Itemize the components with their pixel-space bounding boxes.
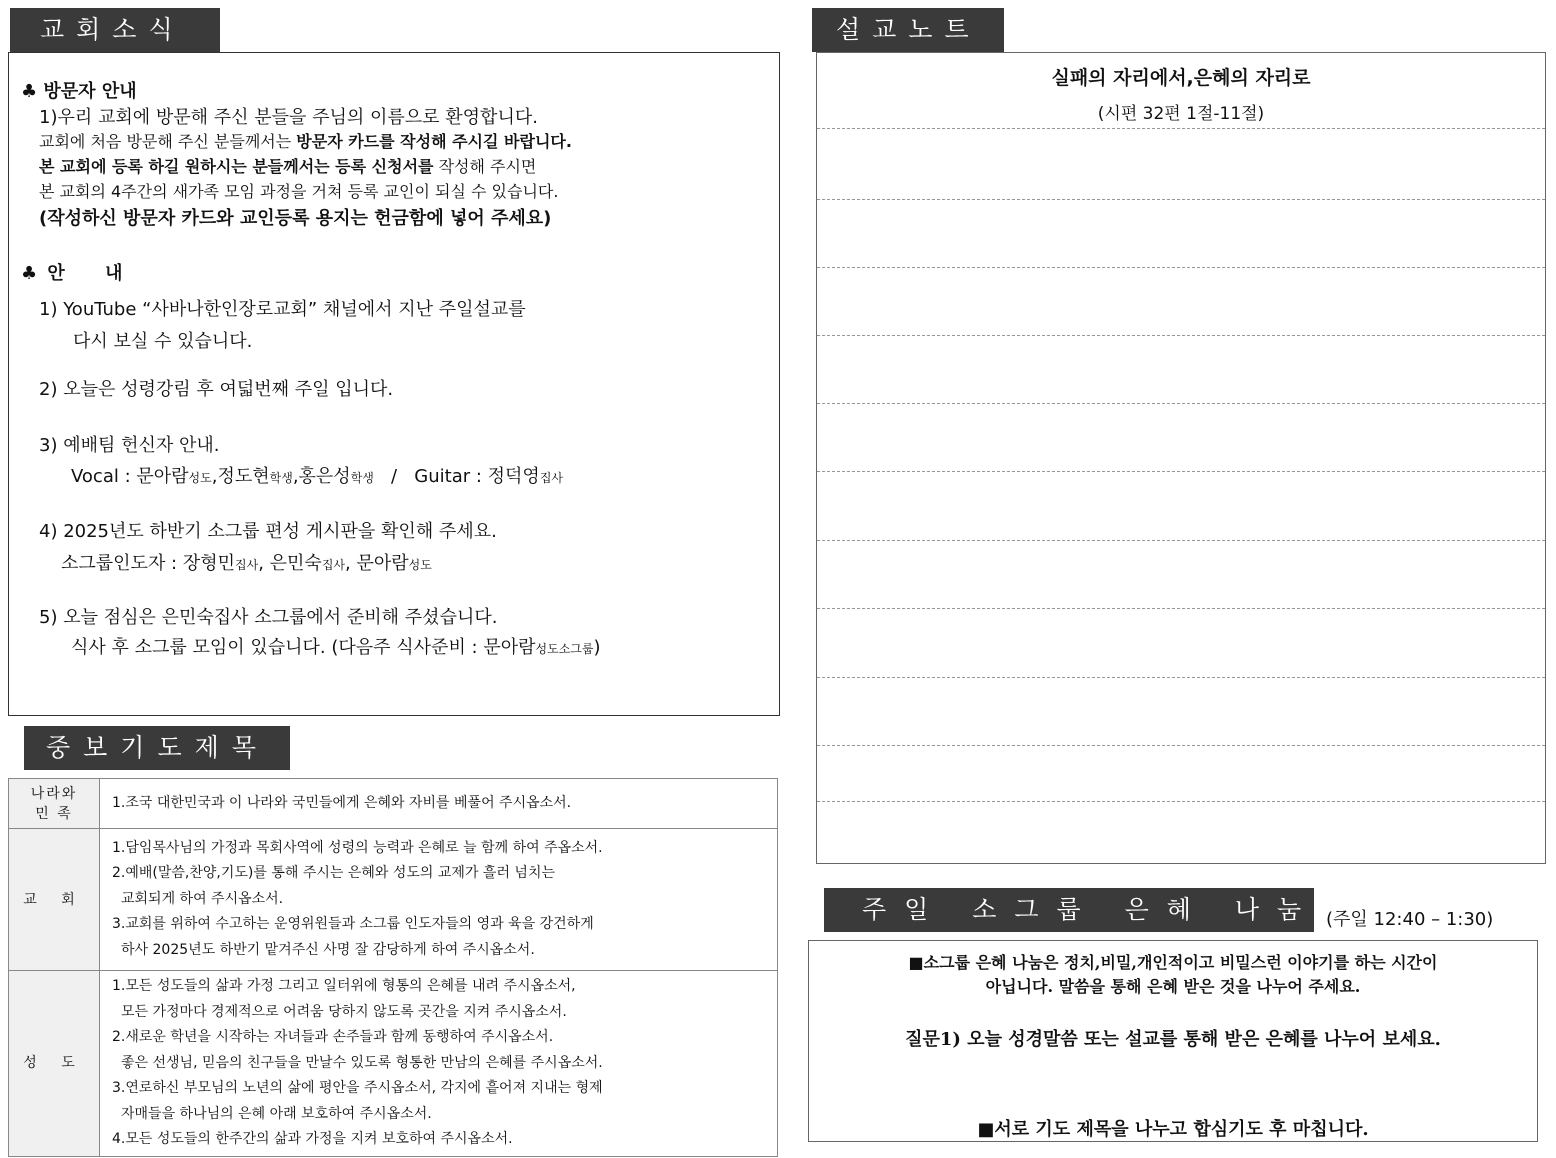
prayer-category-members — [9, 971, 100, 1157]
visitor-line-4: 본 교회의 4주간의 새가족 모임 과정을 거쳐 등록 교인이 되실 수 있습니다. — [39, 182, 559, 201]
prayer-items-church — [100, 829, 778, 971]
visitor-line-1: 1)우리 교회에 방문해 주신 분들을 주님의 이름으로 환영합니다. — [39, 107, 538, 128]
worship-name-2: ,정도현 — [211, 466, 270, 487]
note-line — [817, 199, 1545, 200]
visitor-line-3-bold: 본 교회에 등록 하길 원하시는 분들께서는 등록 신청서를 — [39, 157, 434, 176]
sharing-time: (주일 12:40 – 1:30) — [1326, 909, 1494, 930]
prayer-line: 교회되게 하여 주시옵소서. — [121, 890, 284, 907]
note-line — [817, 471, 1545, 472]
prayer-line: 좋은 선생님, 믿음의 친구들을 만날수 있도록 형통한 만남의 은혜를 주시옵소서. — [121, 1054, 603, 1071]
sermon-note-box — [816, 52, 1546, 864]
visitor-line-2-plain: 교회에 처음 방문해 주신 분들께서는 — [39, 132, 297, 151]
note-line — [817, 801, 1545, 802]
item-5-small: 성도소그룹 — [535, 642, 594, 656]
club-icon: ♣ — [21, 263, 38, 284]
prayer-line: 1.조국 대한민국과 이 나라와 국민들에게 은혜와 자비를 베풀어 주시옵소서. — [112, 794, 572, 811]
vocal-label: Vocal : — [71, 466, 137, 487]
worship-title-1: 성도 — [188, 471, 212, 485]
notice-item-3-line-1: 3) 예배팀 헌신자 안내. — [39, 435, 220, 456]
notice-item-1-line-2: 다시 보실 수 있습니다. — [73, 331, 253, 352]
leader-name-2: , 은민숙 — [258, 553, 322, 574]
leader-title-1: 집사 — [235, 558, 259, 572]
prayer-line: 2.예배(말씀,찬양,기도)를 통해 주시는 은혜와 성도의 교제가 흘러 넘치는 — [112, 865, 556, 882]
item-5-close: ) — [593, 637, 601, 658]
sharing-question: 질문1) 오늘 성경말씀 또는 설교를 통해 받은 은혜를 나누어 보세요. — [905, 1029, 1441, 1050]
prayer-items-nation — [100, 779, 778, 829]
category-line: 성 도 — [23, 1055, 85, 1072]
prayer-line: 모든 가정마다 경제적으로 어려움 당하지 않도록 곳간을 지켜 주시옵소서. — [121, 1003, 567, 1020]
church-news-header: 교회소식 — [10, 8, 220, 52]
prayer-category-nation — [9, 779, 100, 829]
leader-title-3: 성도 — [408, 558, 432, 572]
leader-label: 소그룹인도자 : — [61, 553, 183, 574]
note-line — [817, 267, 1545, 268]
prayer-table — [8, 778, 778, 1157]
category-line: 나라와 — [30, 785, 78, 802]
notice-item-5-line-2 — [71, 633, 601, 659]
notice-item-3-line-2 — [71, 462, 563, 488]
sermon-scripture: (시편 32편 1절-11절) — [1097, 104, 1265, 124]
category-line: 교 회 — [23, 891, 85, 908]
sharing-box — [808, 940, 1538, 1142]
worship-name-1: 문아람 — [136, 466, 189, 487]
worship-name-4: 정덕영 — [487, 466, 540, 487]
visitor-guide-heading: ♣ 방문자 안내 — [21, 81, 137, 102]
prayer-category-church — [9, 829, 100, 971]
prayer-row-members — [9, 971, 778, 1157]
notice-item-4-line-1: 4) 2025년도 하반기 소그룹 편성 게시판을 확인해 주세요. — [39, 521, 497, 542]
item-5-text: 식사 후 소그룹 모임이 있습니다. (다음주 식사준비 : 문아람 — [71, 637, 536, 658]
sharing-rule-line-1: ■소그룹 은혜 나눔은 정치,비밀,개인적이고 비밀스런 이야기를 하는 시간이 — [908, 953, 1438, 972]
prayer-header: 중보기도제목 — [24, 726, 290, 770]
note-line — [817, 608, 1545, 609]
sharing-closing: ■서로 기도 제목을 나누고 합심기도 후 마칩니다. — [977, 1119, 1369, 1140]
guitar-label: / Guitar : — [373, 466, 488, 487]
note-line — [817, 745, 1545, 746]
leader-name-3: , 문아람 — [345, 553, 409, 574]
note-line — [817, 335, 1545, 336]
worship-title-4: 집사 — [539, 471, 563, 485]
prayer-line: 1.담임목사님의 가정과 목회사역에 성령의 능력과 은혜로 늘 함께 하여 주옵소서. — [112, 839, 603, 856]
worship-name-3: ,홍은성 — [292, 466, 351, 487]
visitor-line-3-plain: 작성해 주시면 — [433, 157, 537, 176]
prayer-line: 2.새로운 학년을 시작하는 자녀들과 손주들과 함께 동행하여 주시옵소서. — [112, 1029, 554, 1045]
prayer-items-members — [100, 971, 778, 1157]
visitor-line-2 — [39, 129, 572, 152]
notice-item-1-line-1: 1) YouTube “사바나한인장로교회” 채널에서 지난 주일설교를 — [39, 299, 526, 320]
prayer-row-church — [9, 829, 778, 971]
notice-item-5-line-1: 5) 오늘 점심은 은민숙집사 소그룹에서 준비해 주셨습니다. — [39, 607, 498, 628]
notice-item-4-line-2 — [61, 549, 432, 575]
sermon-note-header: 설교노트 — [812, 8, 1004, 52]
notice-heading — [21, 259, 122, 285]
prayer-line: 3.연로하신 부모님의 노년의 삶에 평안을 주시옵소서, 각지에 흩어져 지내는 형제 — [112, 1080, 603, 1096]
sermon-title: 실패의 자리에서,은혜의 자리로 — [1051, 67, 1311, 89]
leader-title-2: 집사 — [321, 558, 345, 572]
visitor-line-2-bold: 방문자 카드를 작성해 주시길 바랍니다. — [296, 132, 572, 151]
prayer-row-nation — [9, 779, 778, 829]
visitor-line-5: (작성하신 방문자 카드와 교인등록 용지는 헌금함에 넣어 주세요) — [39, 208, 552, 229]
note-line — [817, 128, 1545, 129]
prayer-line: 4.모든 성도들의 한주간의 삶과 가정을 지켜 보호하여 주시옵소서. — [112, 1131, 513, 1147]
notice-item-2: 2) 오늘은 성령강림 후 여덟번째 주일 입니다. — [39, 379, 394, 400]
church-news-box — [8, 52, 780, 716]
sharing-header: 주일 소그룹 은혜 나눔 — [824, 888, 1314, 932]
prayer-line: 자매들을 하나님의 은혜 아래 보호하여 주시옵소서. — [121, 1105, 432, 1122]
worship-title-2: 학생 — [269, 471, 293, 485]
prayer-line: 3.교회를 위하여 수고하는 운영위원들과 소그룹 인도자들의 영과 육을 강건하게 — [112, 916, 594, 933]
note-line — [817, 677, 1545, 678]
notice-heading-b: 내 — [105, 263, 123, 284]
sharing-rule-line-2: 아닙니다. 말씀을 통해 은혜 받은 것을 나누어 주세요. — [985, 977, 1361, 996]
notice-heading-a: 안 — [47, 263, 65, 284]
note-line — [817, 403, 1545, 404]
prayer-line: 하사 2025년도 하반기 맡겨주신 사명 잘 감당하게 하여 주시옵소서. — [121, 941, 535, 958]
leader-name-1: 장형민 — [182, 553, 236, 574]
worship-title-3: 학생 — [350, 471, 374, 485]
note-line — [817, 540, 1545, 541]
prayer-line: 1.모든 성도들의 삶과 가정 그리고 일터위에 형통의 은혜를 내려 주시옵소서, — [112, 978, 576, 994]
visitor-line-3 — [39, 154, 536, 177]
category-line: 민 족 — [35, 805, 73, 822]
